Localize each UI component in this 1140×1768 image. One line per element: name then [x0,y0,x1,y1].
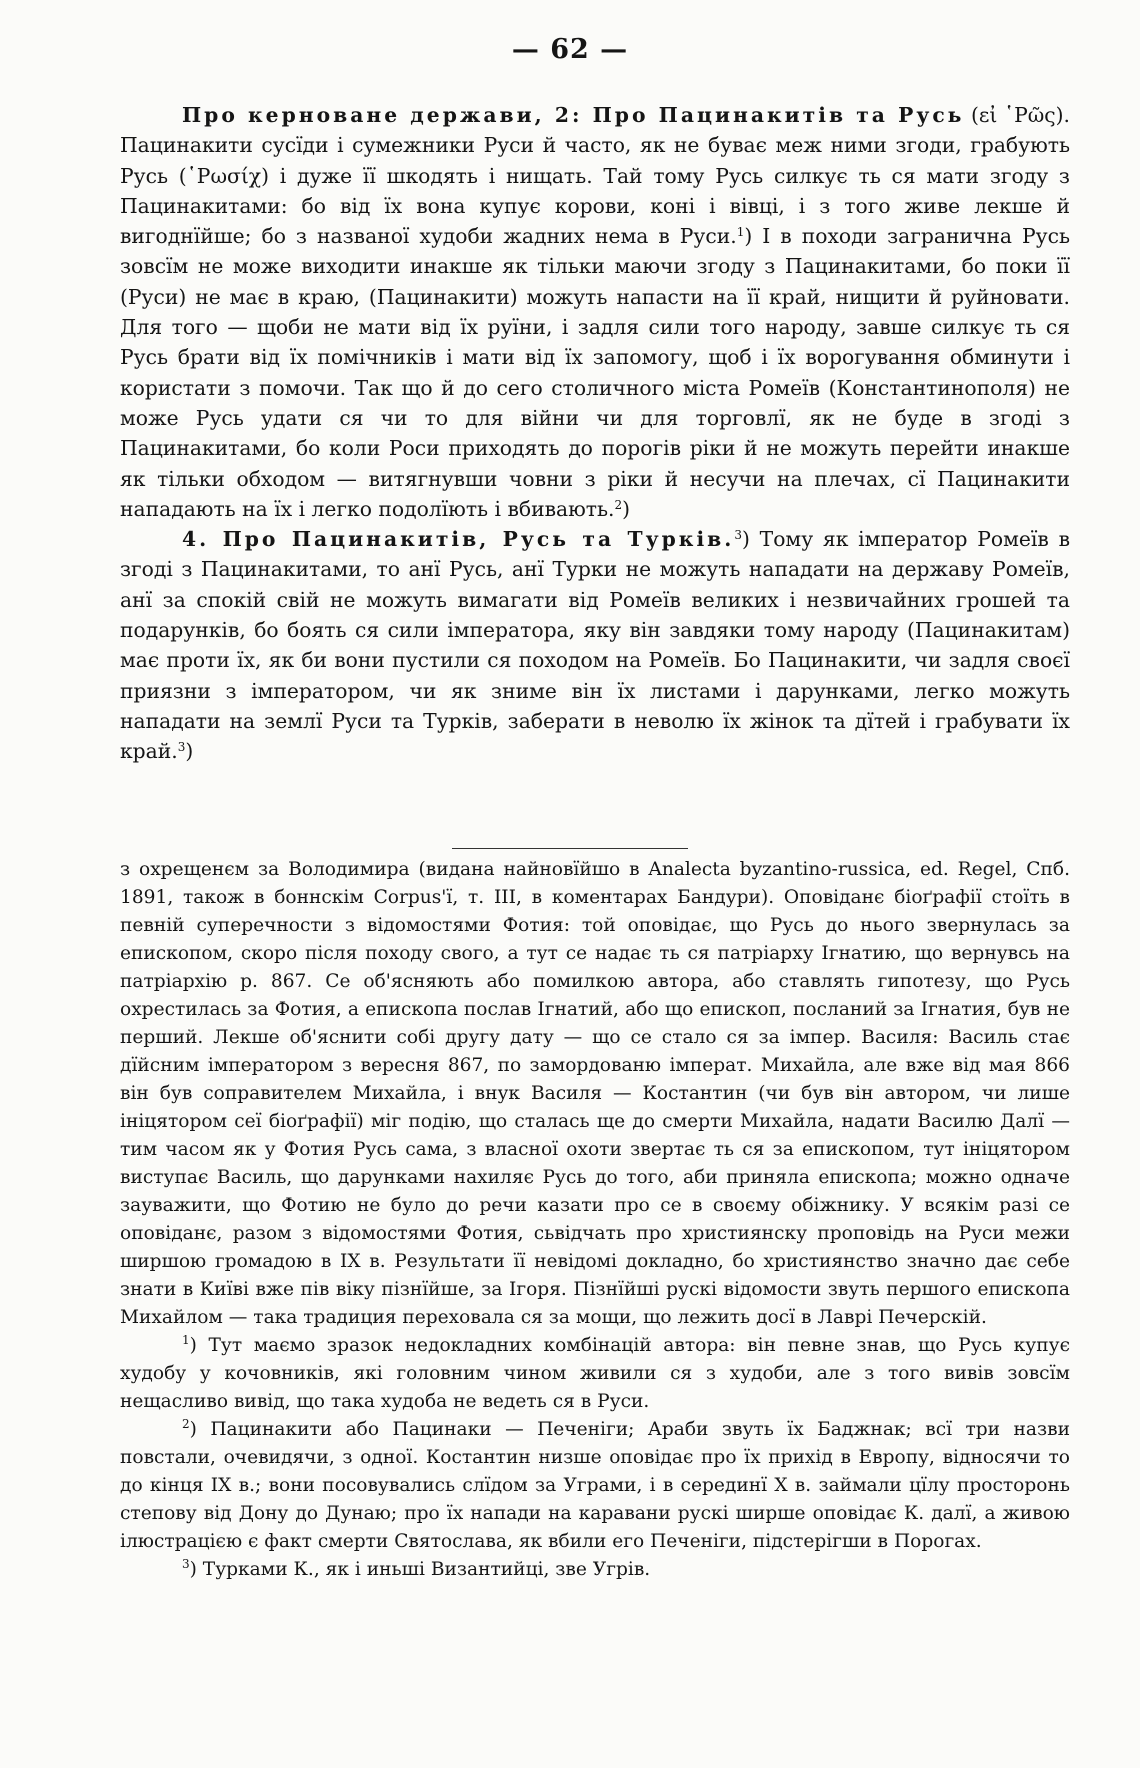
footnotes [120,856,1070,1584]
footnote-marker: 3 [182,1557,190,1571]
footnote-ref: 1 [736,225,745,240]
paragraph-kermovane: Про керноване держави, 2: Про Пацинакитів та Русь (εἰ ῾Ρῶς). Пацинакити сусїди і сумежники Руси й часто, як не буває меж ними згоди, грабують Русь (῾Ρωσίχ) і дуже її шкодять і нищать. Тай тому Русь силкує ть ся мати згоду з Пацинакитами: бо від їх вона купує корови, коні і вівці, і з того живе лекше й вигоднїйше; бо з названої худоби жадних нема в Руси.$^1$) І в походи загранична Русь зовсїм не може виходити инакше як тільки маючи згоду з Пацинакитами, бо поки її (Руси) не має в краю, (Пацинакити) можуть напасти на її край, нищити й руйновати. Для того — щоби не мати від їх руїни, і задля сили того народу, завше силкує ть ся Русь брати від їх помічників і мати від їх запомогу, щоб і їх ворогування обминути і користати з помочи. Так що й до сего столичного міста Ромеїв (Константинополя) не може Русь удати ся чи то для війни чи для торговлї, як не буде в згоді з Пацинакитами, бо коли Роси приходять до порогів ріки й не можуть перейти инакше як тільки обходом — витягнувши човни з ріки й несучи на плечах, сї Пацинакити нападають на їх і легко подолїють і вбивають.$^2$) [120,103,1071,521]
section-heading: Про керноване держави, 2: Про Пацинакитів та Русь [182,103,965,127]
footnote-marker: 1 [182,1333,190,1347]
footnote-marker: 2 [182,1417,190,1431]
footnote-2 [120,1416,1070,1556]
footnote-continuation: з охрещенєм за Володимира (видана найновїйшо в Analecta byzantino-russica, ed. Regel, Спб. 1891, також в боннскім Corpus'ї, т. III, в коментарах Бандури). Оповіданє біоґрафії стоїть в певній суперечности з відомостями Фотия: той оповідає, що Русь до нього звернулась за епископом, скоро після походу свого, а тут се надає ть ся патріарху Ігнатию, що вернувсь на патріархію р. 867. Се об'ясняють або помилкою автора, або ставлять гипотезу, що Русь охрестилась за Фотия, а епископа послав Ігнатий, або що епископ, посланий за Ігнатия, був не перший. Лекше об'яснити собі другу дату — що се стало ся за імпер. Василя: Василь стає дїйсним імператором з вересня 867, по замордованю імперат. Михайла, але вже від мая 866 він був соправителем Михайла, і внук Василя — Костантин (чи був він автором, чи лише ініцятором сеї біоґрафії) міг подію, що сталась ще до смерти Михайла, надати Василю Далї — тим часом як у Фотия Русь сама, з власної охоти звертає ть ся за епископом, тут ініцятором виступає Василь, що дарунками нахиляє Русь до того, аби приняла епископа; можно одначе зауважити, що Фотию не було до речи казати про се в своєму обіжнику. У всякім разі се оповіданє, разом з відомостями Фотия, сьвідчать про християнску проповідь на Руси межи ширшою громадою в IX в. Результати її невідомі докладно, бо християнство значно дає себе знати в Київі вже пів віку пізнїйше, за Ігоря. Пізнїйші рускі відомости звуть першого епископа Михайлом — така традиция переховала ся за мощи, що лежить досї в Лаврі Печерскій. [120,859,1070,1328]
paragraph-text: (εἰ ῾Ρῶς). Пацинакити сусїди і сумежники Руси й часто, як не буває меж ними згоди, грабують Русь (῾Ρωσίχ) і дуже її шкодять і нищать. Тай тому Русь силкує ть ся мати згоду з Пацинакитами: бо від їх вона купує корови, коні і вівці, і з того живе лекше й вигоднїйше; бо з названої худоби жадних нема в Руси. [120,103,1070,249]
main-text [120,100,1070,767]
footnote-ref: 2 [614,497,623,512]
footnote-text: ) Пацинакити або Пацинаки — Печеніги; Араби звуть їх Баджнак; всї три назви повстали, очевидячи, з одної. Костантин низше оповідає про їх прихід в Европу, відносячи то до кінця IX в.; вони посовувались слїдом за Уграми, і в серединї X в. займали цїлу просторонь степову від Дону до Дунаю; про їх напади на каравани рускі ширше оповідає К. далї, а живою ілюстрацією є факт смерти Святослава, як вбили его Печеніги, підстерігши в Порогах. [120,1419,1070,1552]
paragraph-section-4: 4. Про Пацинакитів, Русь та Турків.$^3$) Тому як імператор Ромеїв в згоді з Пацинакитами, то анї Русь, анї Турки не можуть нападати на державу Ромеїв, анї за спокій свій не можуть вимагати від Ромеїв великих і незвичайних грошей та подарунків, бо боять ся сили імператора, яку він завдяки тому народу (Пацинакитам) має проти їх, як би вони пустили ся походом на Ромеїв. Бо Пацинакити, чи задля своєї приязни з імператором, чи як зниме він їх листами і дарунками, легко можуть нападати на землї Руси та Турків, заберати в неволю їх жінок та дїтей і грабувати їх край.$^3$) [120,527,1071,764]
footnote-divider [452,848,688,849]
footnote-text: ) Тут маємо зразок недокладних комбінацій автора: він певне знав, що Русь купує худобу у кочовників, які головним чином живили ся з худоби, але з того вивів зовсїм нещасливо вивід, що така худоба не ведеть ся в Руси. [120,1335,1070,1412]
footnote-text: ) Турками К., як і иньші Византийці, зве Угрів. [189,1559,651,1580]
footnote-ref: 3 [734,528,742,543]
footnote-3 [120,1556,1070,1584]
paragraph-text: ) І в походи загранична Русь зовсїм не може виходити инакше як тільки маючи згоду з Пацинакитами, бо поки її (Руси) не має в краю, (Пацинакити) можуть напасти на її край, нищити й руйновати. Для того — щоби не мати від їх руїни, і задля сили того народу, завше силкує ть ся Русь брати від їх помічників і мати від їх запомогу, щоб і їх ворогування обминути і користати з помочи. Так що й до сего столичного міста Ромеїв (Константинополя) не може Русь удати ся чи то для війни чи для торговлї, як не буде в згоді з Пацинакитами, бо коли Роси приходять до порогів ріки й не можуть перейти инакше як тільки обходом — витягнувши човни з ріки й несучи на плечах, сї Пацинакити нападають на їх і легко подолїють і вбивають. [120,224,1071,521]
footnote-ref: 3 [177,740,186,755]
footnote-1 [120,1332,1070,1416]
section-heading: 4. Про Пацинакитів, Русь та Турків. [182,527,735,552]
paragraph-text: ) Тому як імператор Ромеїв в згоді з Пацинакитами, то анї Русь, анї Турки не можуть нападати на державу Ромеїв, анї за спокій свій не можуть вимагати від Ромеїв великих і незвичайних грошей та подарунків, бо боять ся сили імператора, яку він завдяки тому народу (Пацинакитам) має проти їх, як би вони пустили ся походом на Ромеїв. Бо Пацинакити, чи задля своєї приязни з імператором, чи як зниме він їх листами і дарунками, легко можуть нападати на землї Руси та Турків, заберати в неволю їх жінок та дїтей і грабувати їх край. [120,527,1071,764]
page-number: — 62 — [511,34,629,65]
